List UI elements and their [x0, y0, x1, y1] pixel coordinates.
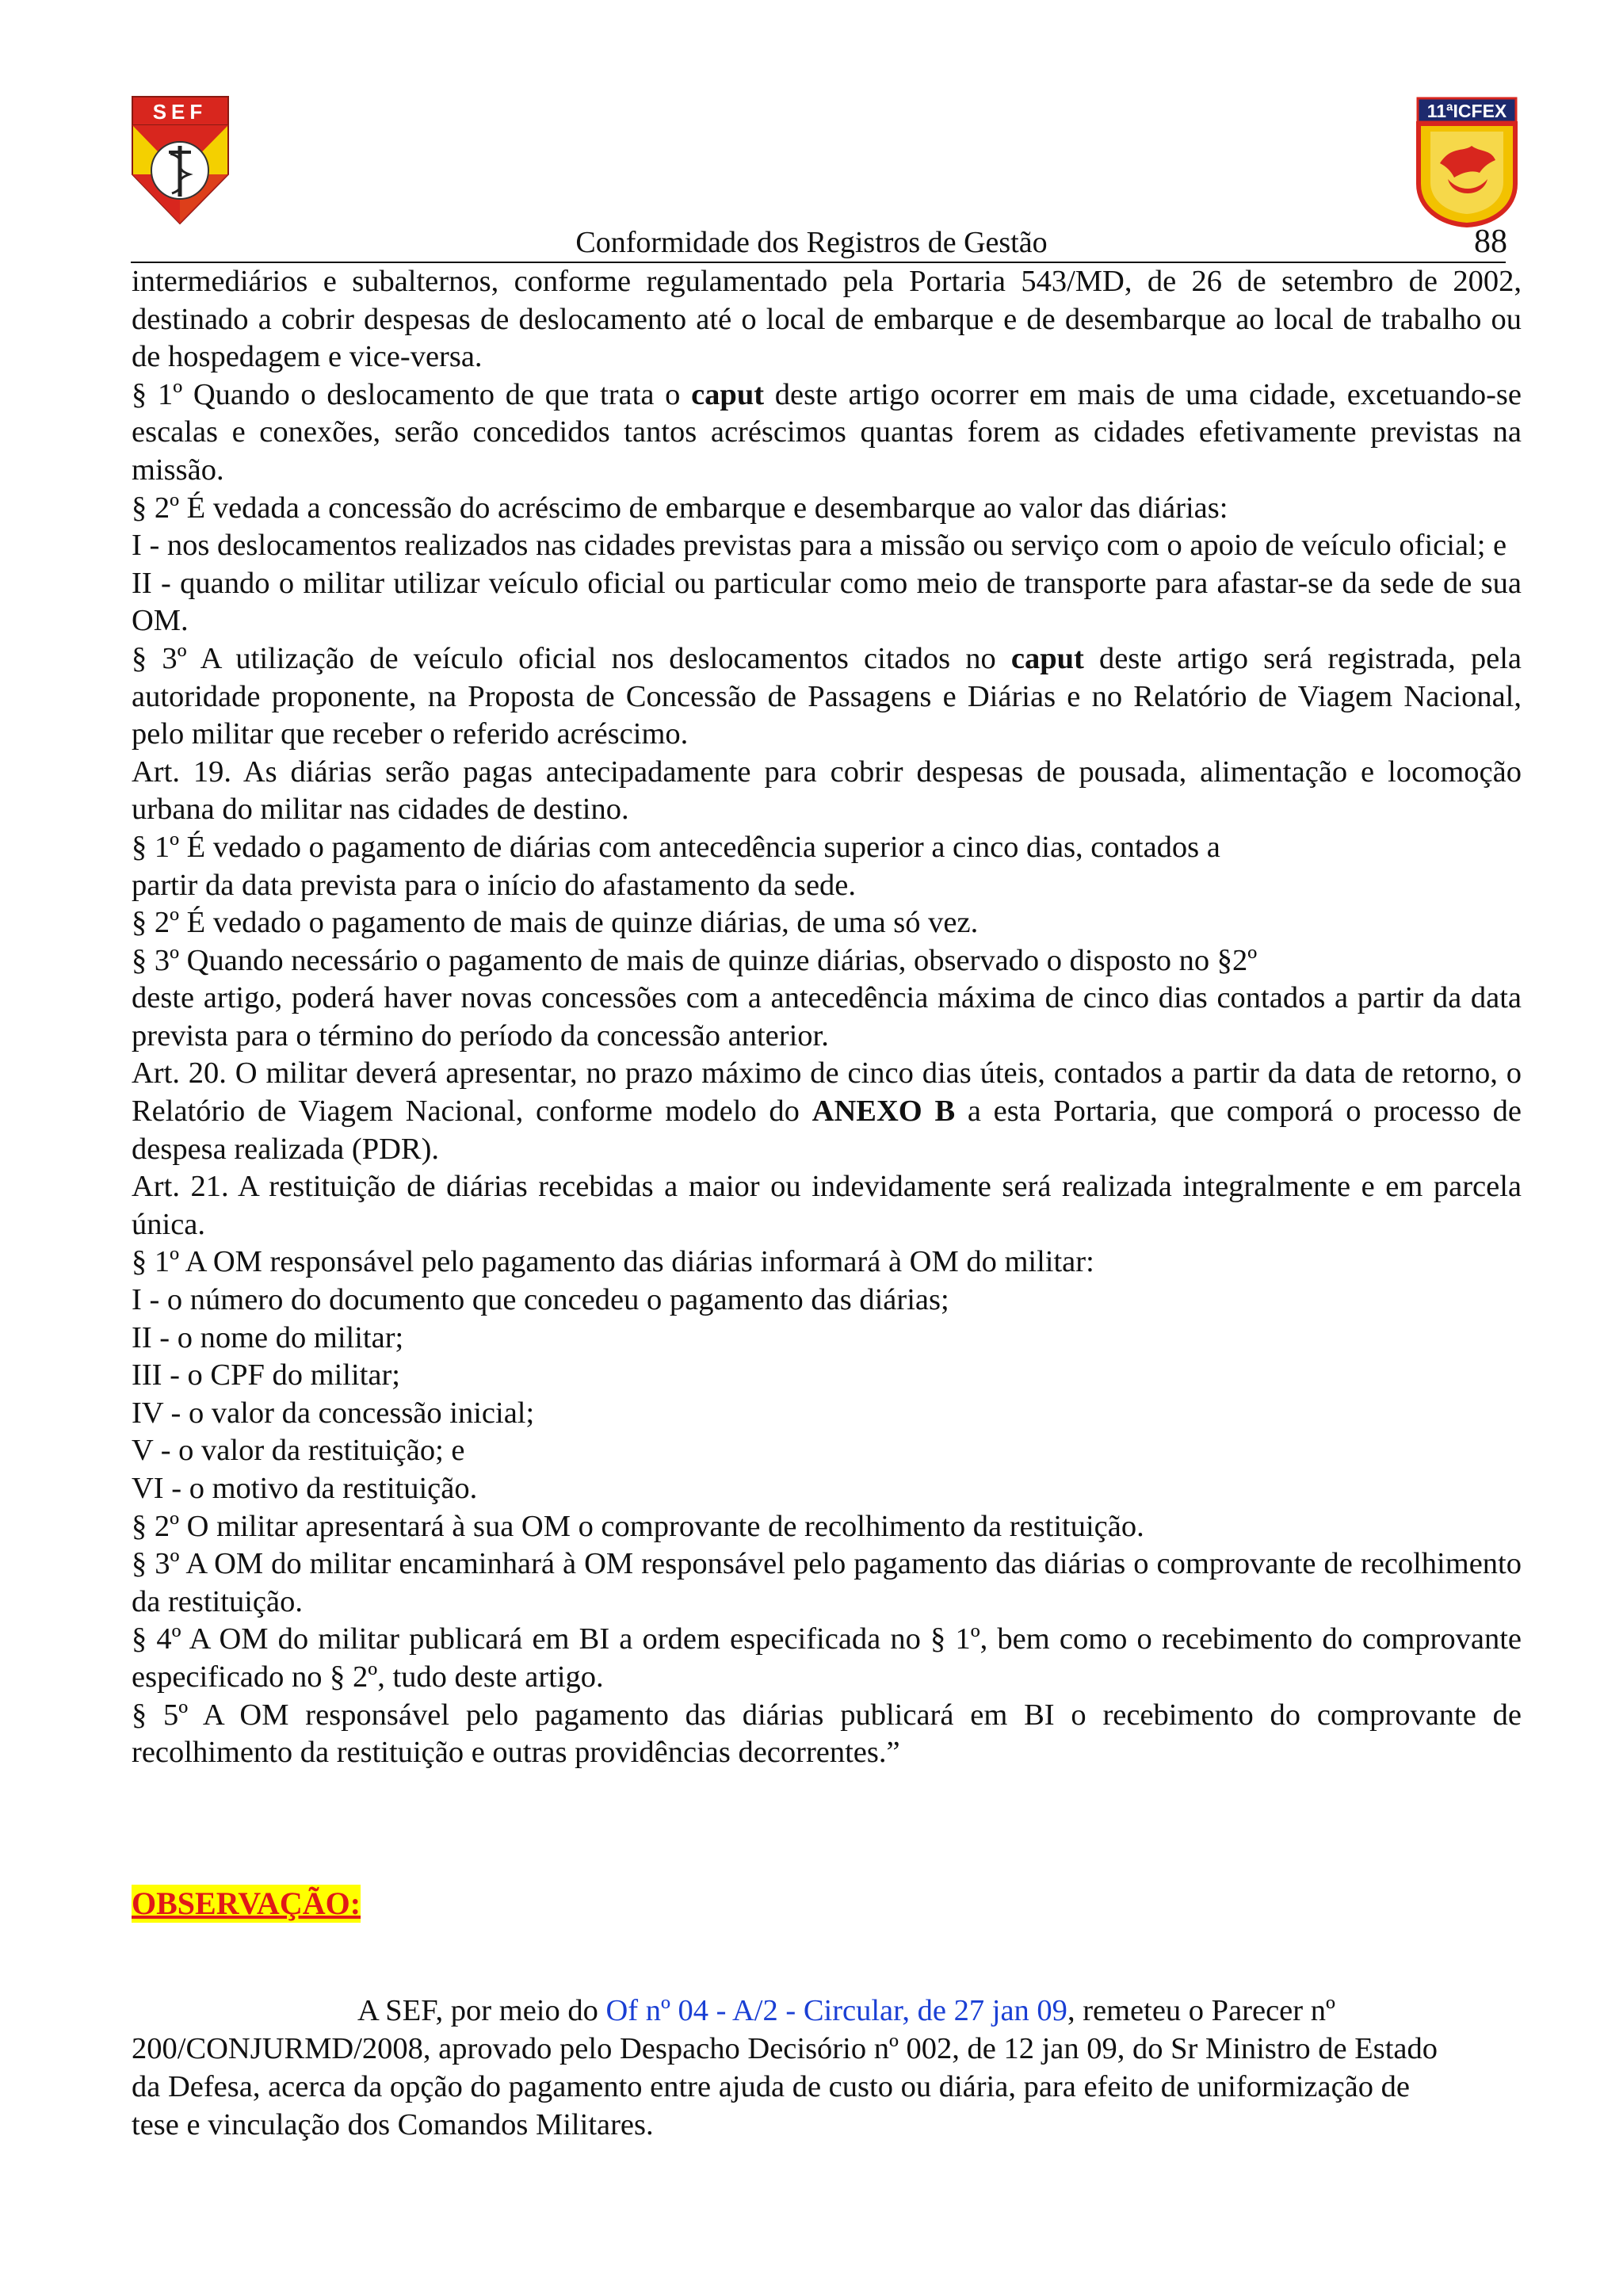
list-item: III - o CPF do militar;	[132, 1358, 400, 1392]
paragraph: § 5º A OM responsável pelo pagamento das diárias publicará em BI o recebimento do comprovante de recolhimento da restituição e outras providências decorrentes.”	[132, 1698, 1522, 1770]
paragraph: Art. 19. As diárias serão pagas antecipadamente para cobrir despesas de pousada, alimentação e locomoção urbana do militar nas cidades de destino.	[132, 755, 1522, 827]
icfex-logo-icon	[1416, 97, 1518, 227]
paragraph: § 4º A OM do militar publicará em BI a ordem especificada no § 1º, bem como o recebimento do comprovante especificado no § 2º, tudo deste artigo.	[132, 1622, 1522, 1694]
document-body	[132, 263, 1522, 1772]
emphasis-anexo-b: ANEXO B	[812, 1095, 956, 1129]
page-number: 88	[1474, 223, 1507, 260]
list-item: IV - o valor da concessão inicial;	[132, 1396, 535, 1430]
list-item: VI - o motivo da restituição.	[132, 1472, 478, 1505]
paragraph: Art. 21. A restituição de diárias recebidas a maior ou indevidamente será realizada integralmente e em parcela única.	[132, 1170, 1522, 1241]
paragraph: § 2º O militar apresentará à sua OM o comprovante de recolhimento da restituição.	[132, 1509, 1144, 1543]
paragraph: § 1º Quando o deslocamento de que trata o caput deste artigo ocorrer em mais de uma cidade, excetuando-se escalas e conexões, serão concedidos tantos acréscimos quantas forem as cidades efetivamente previstas na missão.	[132, 377, 1522, 487]
sef-logo-text: SEF	[152, 100, 208, 124]
emphasis-caput: caput	[1010, 641, 1084, 675]
observation-heading: OBSERVAÇÃO:	[132, 1885, 361, 1921]
circular-reference-link[interactable]: Of nº 04 - A/2 - Circular, de 27 jan 09	[605, 1993, 1067, 2027]
emphasis-caput: caput	[691, 377, 765, 411]
paragraph: § 3º Quando necessário o pagamento de mais de quinze diárias, observado o disposto no §2º	[132, 943, 1258, 977]
list-item: II - o nome do militar;	[132, 1320, 404, 1354]
list-item: I - o número do documento que concedeu o pagamento das diárias;	[132, 1283, 949, 1317]
paragraph: § 2º É vedada a concessão do acréscimo de embarque e desembarque ao valor das diárias:	[132, 491, 1228, 525]
paragraph: Art. 20. O militar deverá apresentar, no prazo máximo de cinco dias úteis, contados a partir da data de retorno, o Relatório de Viagem Nacional, conforme modelo do ANEXO B a esta Portaria, que comporá o processo de despesa realizada (PDR).	[132, 1056, 1522, 1166]
paragraph: § 3º A utilização de veículo oficial nos deslocamentos citados no caput deste artigo será registrada, pela autoridade proponente, na Proposta de Concessão de Passagens e Diárias e no Relatório de Viagem Nacional, pelo militar que receber o referido acréscimo.	[132, 641, 1522, 751]
paragraph: partir da data prevista para o início do afastamento da sede.	[132, 868, 856, 902]
sef-logo-icon	[131, 95, 230, 226]
observation-text: A SEF, por meio do Of nº 04 - A/2 - Circular, de 27 jan 09, remeteu o Parecer nº 200/CONJURMD/2008, aprovado pelo Despacho Decisório nº 002, de 12 jan 09, do Sr Ministro de Estado da Defesa, acerca da opção do pagamento entre ajuda de custo ou diária, para efeito de uniformização de tese e vinculação dos Comandos Militares.	[132, 1993, 1438, 2141]
paragraph: § 1º A OM responsável pelo pagamento das diárias informará à OM do militar:	[132, 1245, 1094, 1279]
paragraph: intermediários e subalternos, conforme regulamentado pela Portaria 543/MD, de 26 de setembro de 2002, destinado a cobrir despesas de deslocamento até o local de embarque e de desembarque ao local de trabalho ou de hospedagem e vice-versa.	[132, 265, 1522, 374]
paragraph: § 3º A OM do militar encaminhará à OM responsável pelo pagamento das diárias o comprovante de recolhimento da restituição.	[132, 1547, 1522, 1618]
icfex-logo-text: 11ªICFEX	[1426, 101, 1507, 121]
paragraph: deste artigo, poderá haver novas concessões com a antecedência máxima de cinco dias contados a partir da data prevista para o término do período da concessão anterior.	[132, 981, 1522, 1052]
header-title: Conformidade dos Registros de Gestão	[575, 226, 1048, 259]
paragraph: II - quando o militar utilizar veículo oficial ou particular como meio de transporte para afastar-se da sede de sua OM.	[132, 566, 1522, 638]
paragraph: I - nos deslocamentos realizados nas cidades previstas para a missão ou serviço com o apoio de veículo oficial; e	[132, 529, 1507, 563]
list-item: V - o valor da restituição; e	[132, 1434, 465, 1468]
paragraph: § 2º É vedado o pagamento de mais de quinze diárias, de uma só vez.	[132, 906, 979, 940]
paragraph: § 1º É vedado o pagamento de diárias com antecedência superior a cinco dias, contados a	[132, 830, 1220, 864]
